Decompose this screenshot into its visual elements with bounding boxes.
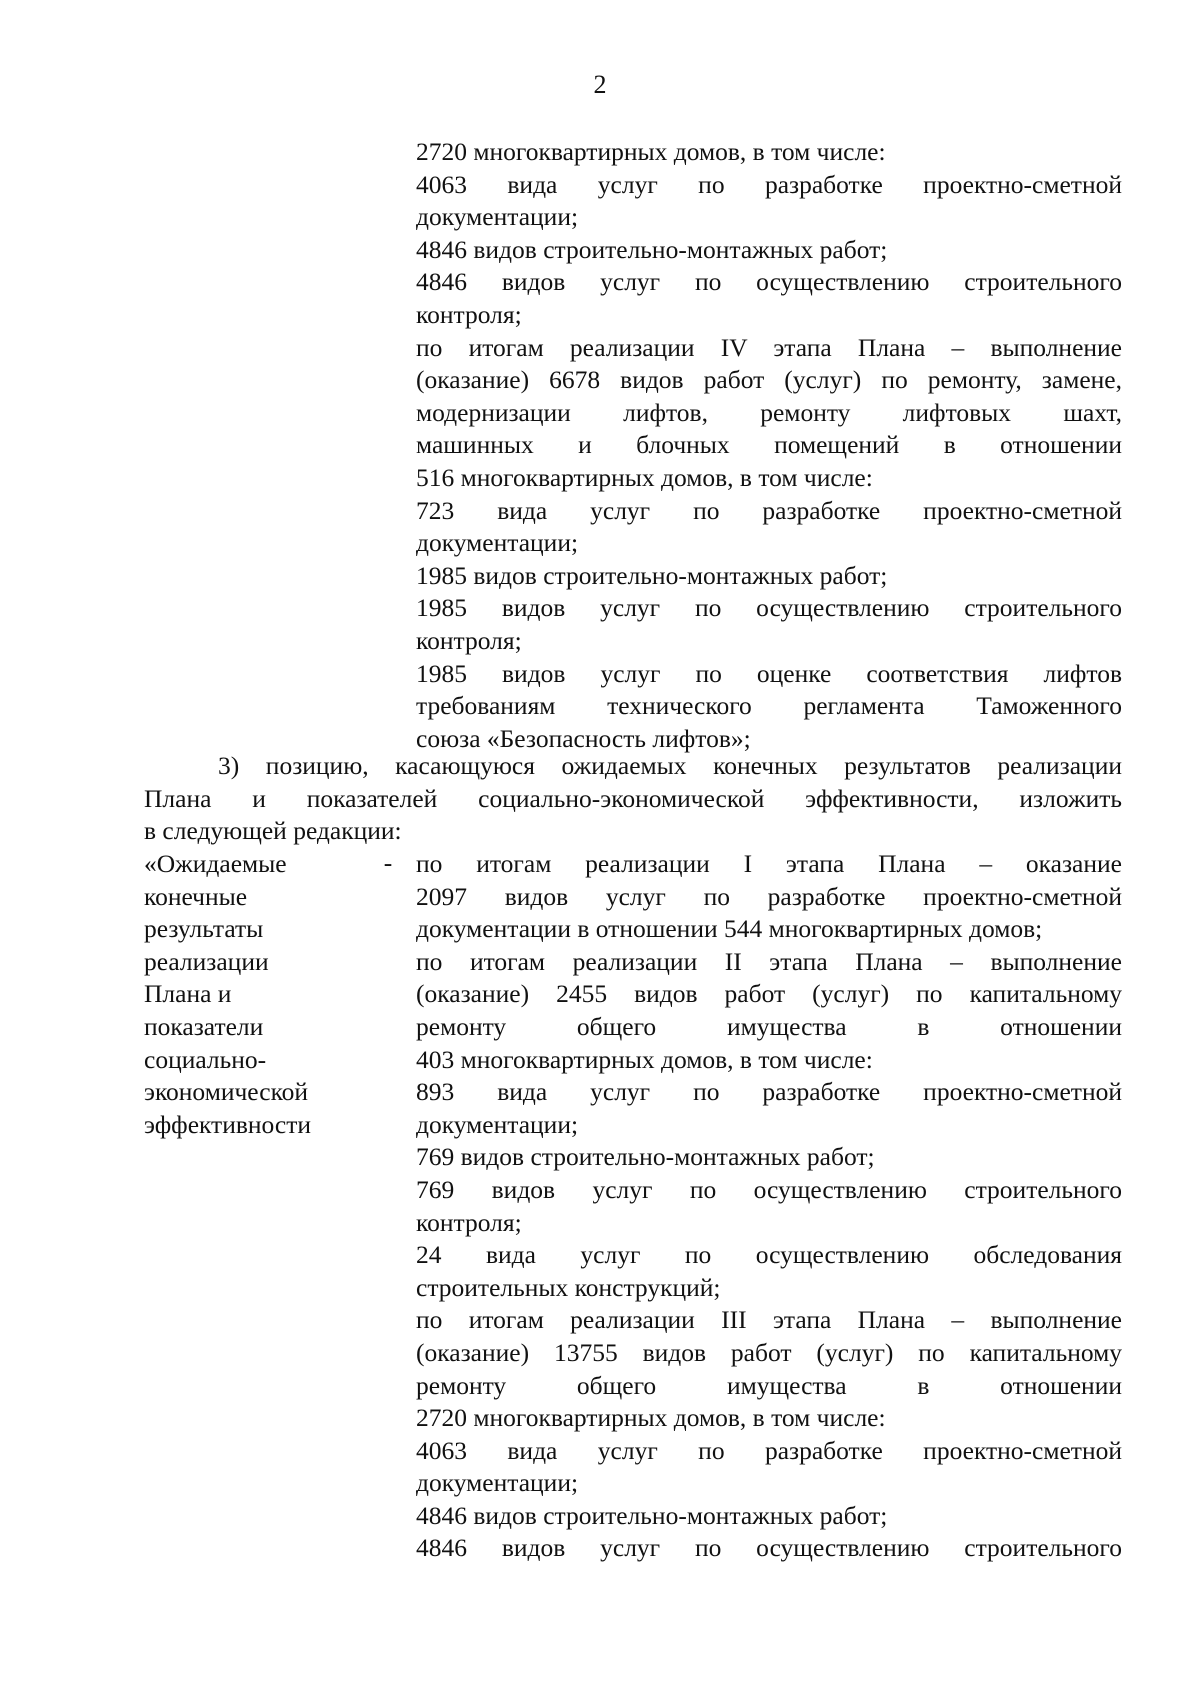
expected-results-block <box>416 848 1122 1565</box>
text-line: 1985 видов строительно-монтажных работ; <box>416 560 888 590</box>
label-line: экономической <box>144 1077 309 1107</box>
label-line: показатели <box>144 1011 264 1041</box>
text-line: 403 многоквартирных домов, в том числе: <box>416 1044 873 1074</box>
text-line: по итогам реализации IV этапа Плана – выполнение <box>416 332 1122 362</box>
text-line: 2720 многоквартирных домов, в том числе: <box>416 137 886 166</box>
label-line: социально- <box>144 1044 267 1074</box>
text-line: документации; <box>416 1468 579 1498</box>
text-line: модернизации лифтов, ремонту лифтовых шахт, <box>416 397 1122 427</box>
text-line: 4846 видов услуг по осуществлению строительного <box>416 267 1122 297</box>
label-line: конечные <box>144 881 248 911</box>
text-line: строительных конструкций; <box>416 1272 721 1302</box>
paragraph-line: Плана и показателей социально-экономической эффективности, изложить <box>144 783 1122 813</box>
text-line: контроля; <box>416 299 522 329</box>
text-line: документации; <box>416 1109 579 1139</box>
text-line: 769 видов строительно-монтажных работ; <box>416 1142 875 1172</box>
text-line: 4063 вида услуг по разработке проектно-сметной <box>416 169 1122 199</box>
text-line: по итогам реализации II этапа Плана – выполнение <box>416 946 1122 976</box>
label-line: результаты <box>144 914 264 944</box>
continued-results-block <box>416 136 1122 755</box>
text-line: машинных и блочных помещений в отношении <box>416 430 1122 460</box>
text-line: по итогам реализации I этапа Плана – оказание <box>416 849 1122 878</box>
text-line: документации; <box>416 202 579 232</box>
text-line: (оказание) 13755 видов работ (услуг) по капитальному <box>416 1337 1122 1367</box>
table-label-column <box>144 848 384 1141</box>
text-line: союза «Безопасность лифтов»; <box>416 723 751 753</box>
page-number: 2 <box>593 70 607 99</box>
text-line: контроля; <box>416 1207 522 1237</box>
text-line: 4846 видов строительно-монтажных работ; <box>416 234 888 264</box>
text-line: 893 вида услуг по разработке проектно-сметной <box>416 1077 1122 1107</box>
text-line: 1985 видов услуг по осуществлению строительного <box>416 593 1122 623</box>
text-line: документации; <box>416 528 579 558</box>
text-line: 4063 вида услуг по разработке проектно-сметной <box>416 1435 1122 1465</box>
text-line: 723 вида услуг по разработке проектно-сметной <box>416 495 1122 525</box>
paragraph-line: в следующей редакции: <box>144 816 402 846</box>
text-line: 769 видов услуг по осуществлению строительного <box>416 1174 1122 1204</box>
text-line: 4846 видов строительно-монтажных работ; <box>416 1500 888 1530</box>
text-line: (оказание) 2455 видов работ (услуг) по капитальному <box>416 979 1122 1009</box>
label-line: «Ожидаемые <box>144 849 287 878</box>
paragraph-line: 3) позицию, касающуюся ожидаемых конечных результатов реализации <box>218 751 1122 780</box>
text-line: ремонту общего имущества в отношении <box>416 1370 1122 1400</box>
label-line: эффективности <box>144 1109 312 1139</box>
label-line: Плана и <box>144 979 232 1009</box>
text-line: 1985 видов услуг по оценке соответствия лифтов <box>416 658 1122 688</box>
text-line: требованиям технического регламента Таможенного <box>416 691 1122 721</box>
text-line: 2720 многоквартирных домов, в том числе: <box>416 1403 886 1433</box>
amendment-paragraph-3 <box>144 750 1122 848</box>
text-line: 2097 видов услуг по разработке проектно-сметной <box>416 881 1122 911</box>
text-line: 24 вида услуг по осуществлению обследования <box>416 1240 1122 1270</box>
text-line: 516 многоквартирных домов, в том числе: <box>416 462 873 492</box>
table-dash: - <box>383 848 393 877</box>
text-line: документации в отношении 544 многоквартирных домов; <box>416 914 1043 944</box>
text-line: контроля; <box>416 625 522 655</box>
text-line: по итогам реализации III этапа Плана – выполнение <box>416 1305 1122 1335</box>
text-line: 4846 видов услуг по осуществлению строительного <box>416 1533 1122 1563</box>
text-line: ремонту общего имущества в отношении <box>416 1011 1122 1041</box>
text-line: (оказание) 6678 видов работ (услуг) по ремонту, замене, <box>416 365 1122 395</box>
label-line: реализации <box>144 946 269 976</box>
